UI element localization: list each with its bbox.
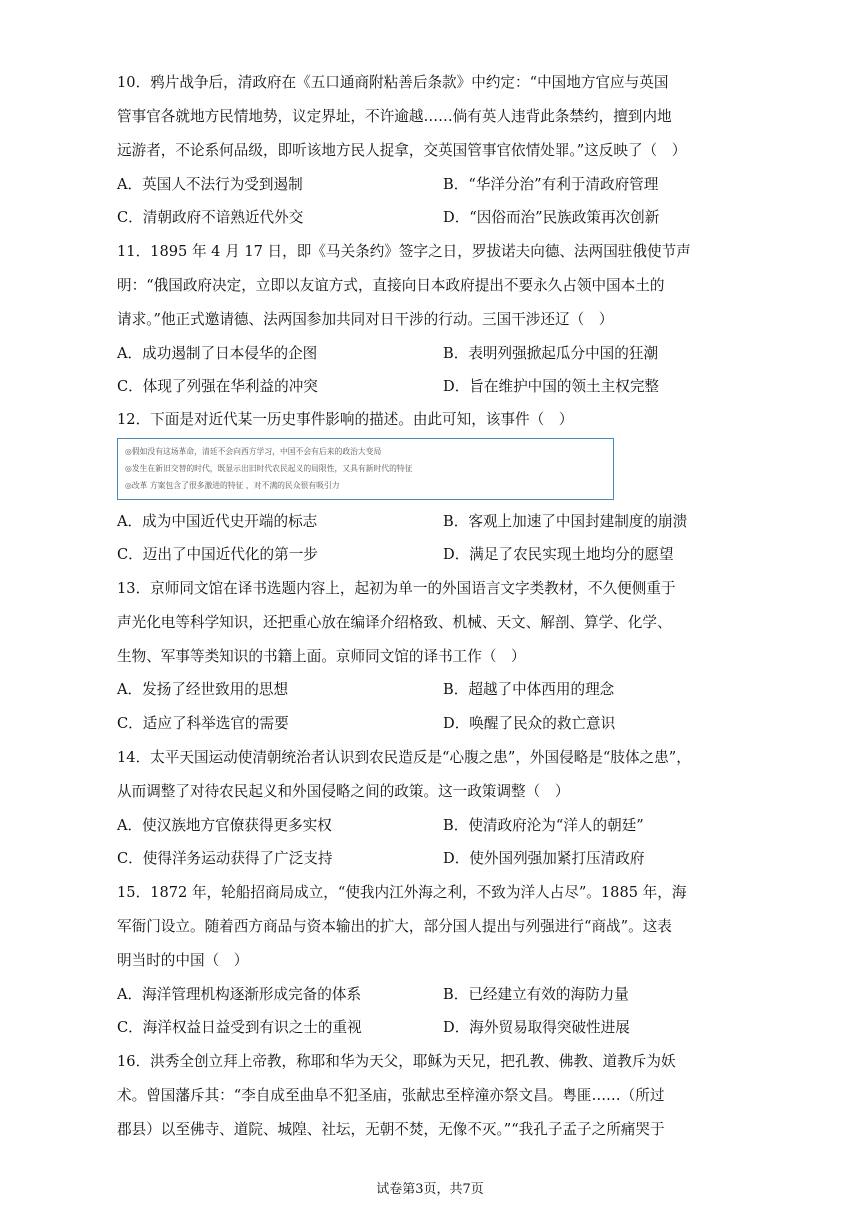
question-stem-line: 14．太平天国运动使清朝统治者认识到农民造反是“心腹之患”，外国侵略是“肢体之患”， [117,749,691,766]
question-stem-line: 16．洪秀全创立拜上帝教，称耶和华为天父，耶稣为天兄，把孔教、佛教、道教斥为妖 [117,1053,676,1070]
option-c: C．海洋权益日益受到有识之士的重视 [117,1019,362,1036]
option-a: A．成为中国近代史开端的标志 [117,513,318,530]
option-b: B．“华洋分治”有利于清政府管理 [443,176,659,193]
option-a: A．发扬了经世致用的思想 [117,681,289,698]
question-stem-line: 12．下面是对近代某一历史事件影响的描述。由此可知，该事件（ ） [117,411,574,428]
option-a: A．使汉族地方官僚获得更多实权 [117,817,332,834]
option-b: B．超越了中体西用的理念 [443,681,615,698]
question-stem-line: 10．鸦片战争后，清政府在《五口通商附粘善后条款》中约定：“中国地方官应与英国 [117,74,669,91]
question-stem-line: 管事官各就地方民情地势，议定界址，不许逾越……倘有英人违背此条禁约，擅到内地 [117,108,672,125]
question-stem-line: 军衙门设立。随着西方商品与资本输出的扩大，部分国人提出与列强进行“商战”。这表 [117,918,672,935]
option-b: B．已经建立有效的海防力量 [443,986,629,1003]
question-stem-line: 从而调整了对待农民起义和外国侵略之间的政策。这一政策调整（ ） [117,783,570,800]
question-stem-line: 请求。”他正式邀请德、法两国参加共同对日干涉的行动。三国干涉还辽（ ） [117,311,614,328]
option-b: B．使清政府沦为“洋人的朝廷” [443,817,644,834]
bullet-icon: ◎ [125,464,132,473]
option-a: A．海洋管理机构逐渐形成完备的体系 [117,986,362,1003]
option-d: D．使外国列强加紧打压清政府 [443,850,645,867]
option-d: D．旨在维护中国的领土主权完整 [443,378,660,395]
option-c: C．使得洋务运动获得了广泛支持 [117,850,333,867]
question-stem-line: 术。曾国藩斥其：“李自成至曲阜不犯圣庙，张献忠至梓潼亦祭文昌。粤匪……（所过 [117,1087,665,1104]
option-d: D．满足了农民实现土地均分的愿望 [443,546,674,563]
option-d: D．唤醒了民众的救亡意识 [443,715,616,732]
bullet-icon: ◎ [125,481,132,490]
material-line: ◎改革 方案包含了很多激进的特征 ，对不满的民众很有吸引力 [125,481,340,490]
question-stem-line: 生物、军事等类知识的书籍上面。京师同文馆的译书工作（ ） [117,648,526,665]
option-b: B．客观上加速了中国封建制度的崩溃 [443,513,688,530]
question-stem-line: 13．京师同文馆在译书选题内容上，起初为单一的外国语言文字类教材，不久便侧重于 [117,580,676,597]
option-a: A．成功遏制了日本侵华的企图 [117,345,318,362]
material-line: ◎假如没有这场革命，清廷不会向西方学习，中国不会有后来的政治大变局 [125,447,382,456]
material-line: ◎发生在新旧交替的时代，既显示出旧时代农民起义的局限性，又具有新时代的特征 [125,464,413,473]
question-stem-line: 11．1895 年 4 月 17 日，即《马关条约》签字之日，罗拔诺夫向德、法两国驻俄使节声 [117,243,691,260]
question-stem-line: 声光化电等科学知识，还把重心放在编译介绍格致、机械、天文、解剖、算学、化学、 [117,614,672,631]
question-stem-line: 远游者，不论系何品级，即听该地方民人捉拿，交英国管事官依情处罪。”这反映了（ ） [117,142,687,159]
bullet-icon: ◎ [125,447,132,456]
option-d: D．海外贸易取得突破性进展 [443,1019,630,1036]
page-footer: 试卷第3页，共7页 [376,1182,484,1197]
question-stem-line: 郡县）以至佛寺、道院、城隍、社坛，无朝不焚，无像不灭。”“我孔子孟子之所痛哭于 [117,1121,665,1138]
question-stem-line: 明当时的中国（ ） [117,952,249,969]
material-box [117,438,614,500]
option-c: C．迈出了中国近代化的第一步 [117,546,318,563]
option-b: B．表明列强掀起瓜分中国的狂潮 [443,345,659,362]
question-stem-line: 明：“俄国政府决定，立即以友谊方式，直接向日本政府提出不要永久占领中国本土的 [117,277,665,294]
option-c: C．体现了列强在华利益的冲突 [117,378,318,395]
option-a: A．英国人不法行为受到遏制 [117,176,303,193]
option-c: C．适应了科举选官的需要 [117,715,289,732]
option-c: C．清朝政府不谙熟近代外交 [117,209,304,226]
option-d: D．“因俗而治”民族政策再次创新 [443,209,660,226]
question-stem-line: 15．1872 年，轮船招商局成立，“使我内江外海之利，不致为洋人占尽”。1885 年，海 [117,884,687,901]
